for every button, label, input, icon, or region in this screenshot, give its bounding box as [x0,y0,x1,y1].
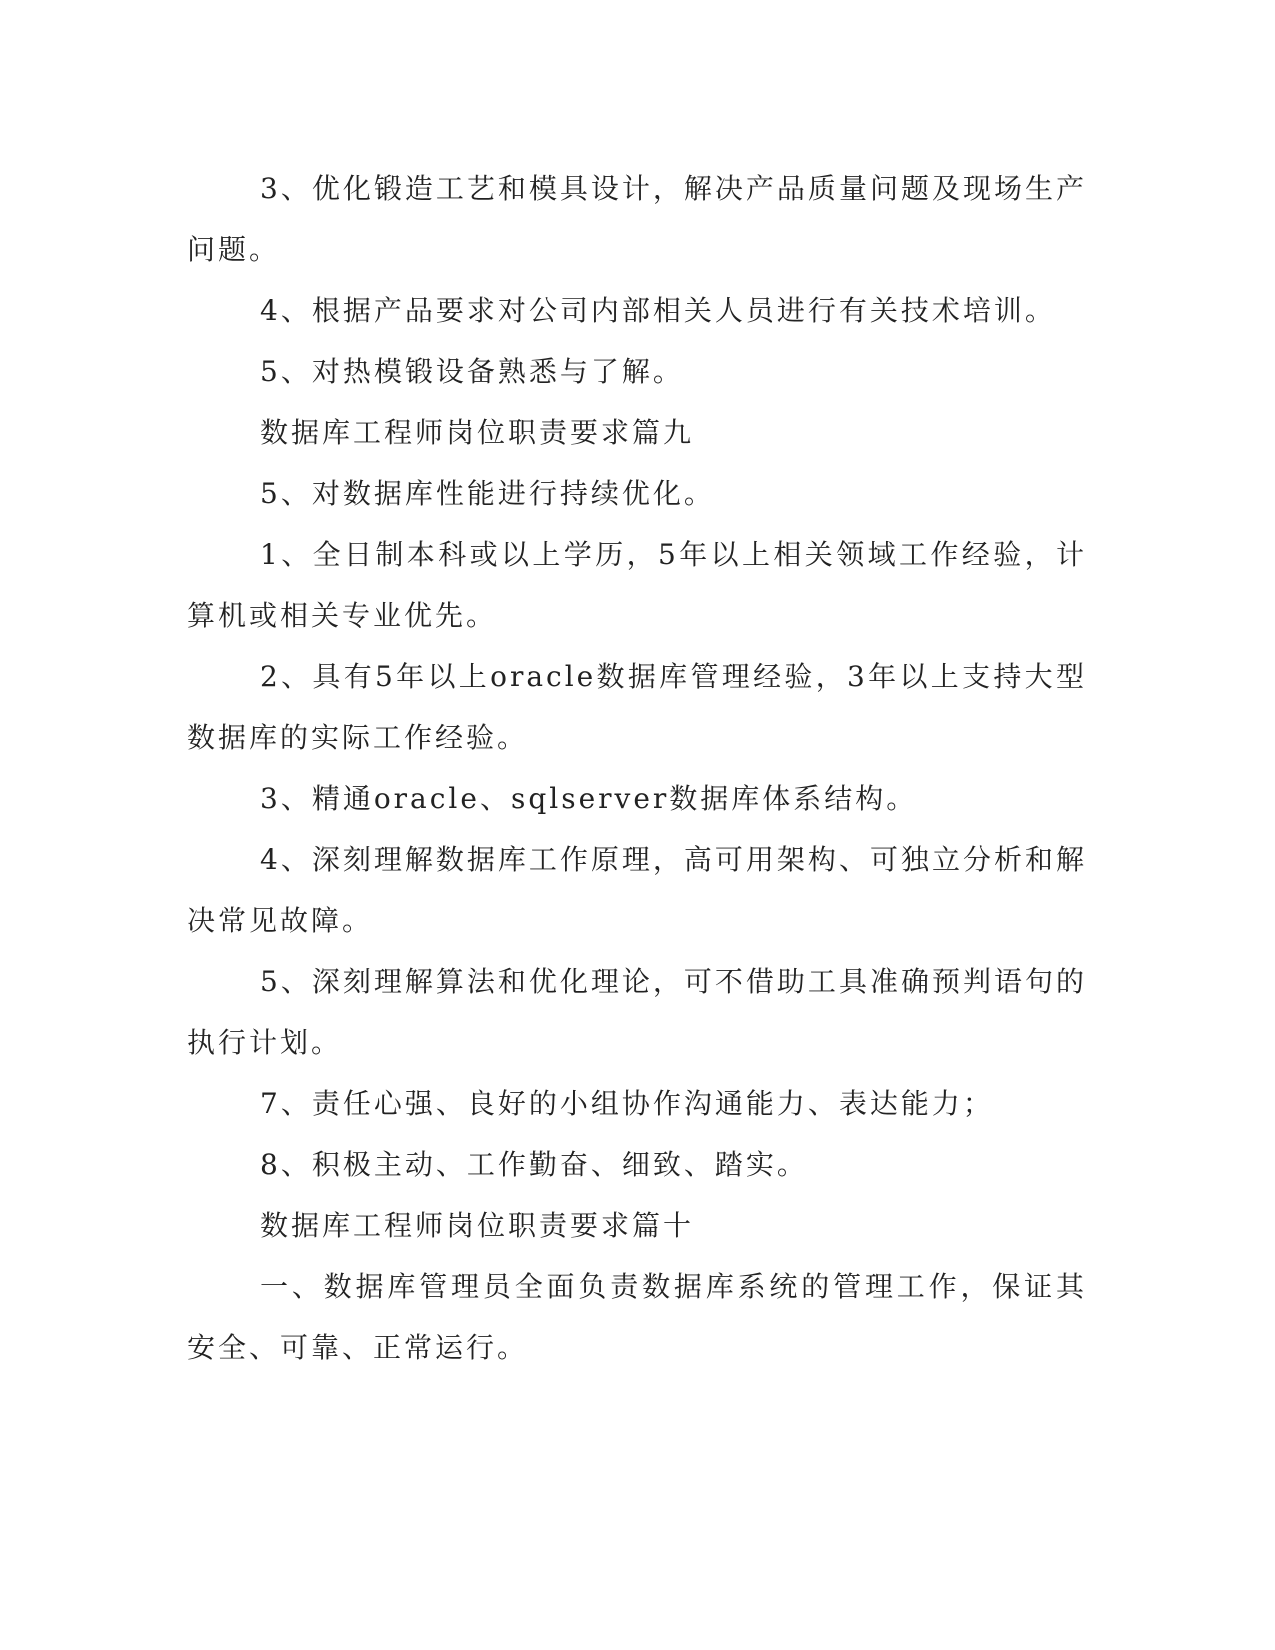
paragraph-responsibility: 7、责任心强、良好的小组协作沟通能力、表达能力； [260,1087,994,1120]
paragraph-dba-responsibility: 一、数据库管理员全面负责数据库系统的管理工作，保证其安全、可靠、正常运行。 [187,1270,1087,1364]
section-heading-part-nine: 数据库工程师岗位职责要求篇九 [260,416,695,449]
paragraph-working-principles: 4、深刻理解数据库工作原理，高可用架构、可独立分析和解决常见故障。 [187,843,1087,937]
paragraph-technical-training: 4、根据产品要求对公司内部相关人员进行有关技术培训。 [260,294,1056,327]
paragraph-work-attitude: 8、积极主动、工作勤奋、细致、踏实。 [260,1148,808,1181]
paragraph-database-architecture: 3、精通oracle、sqlserver数据库体系结构。 [260,782,918,815]
paragraph-forging-process: 3、优化锻造工艺和模具设计，解决产品质量问题及现场生产问题。 [187,172,1087,266]
paragraph-oracle-experience: 2、具有5年以上oracle数据库管理经验，3年以上支持大型数据库的实际工作经验。 [187,660,1087,754]
paragraph-education-requirement: 1、全日制本科或以上学历，5年以上相关领域工作经验，计算机或相关专业优先。 [187,538,1087,632]
paragraph-optimization-theory: 5、深刻理解算法和优化理论，可不借助工具准确预判语句的执行计划。 [187,965,1087,1059]
document-body [187,158,1087,1378]
paragraph-forging-equipment: 5、对热模锻设备熟悉与了解。 [260,355,684,388]
paragraph-performance-optimization: 5、对数据库性能进行持续优化。 [260,477,715,510]
section-heading-part-ten: 数据库工程师岗位职责要求篇十 [260,1209,695,1242]
